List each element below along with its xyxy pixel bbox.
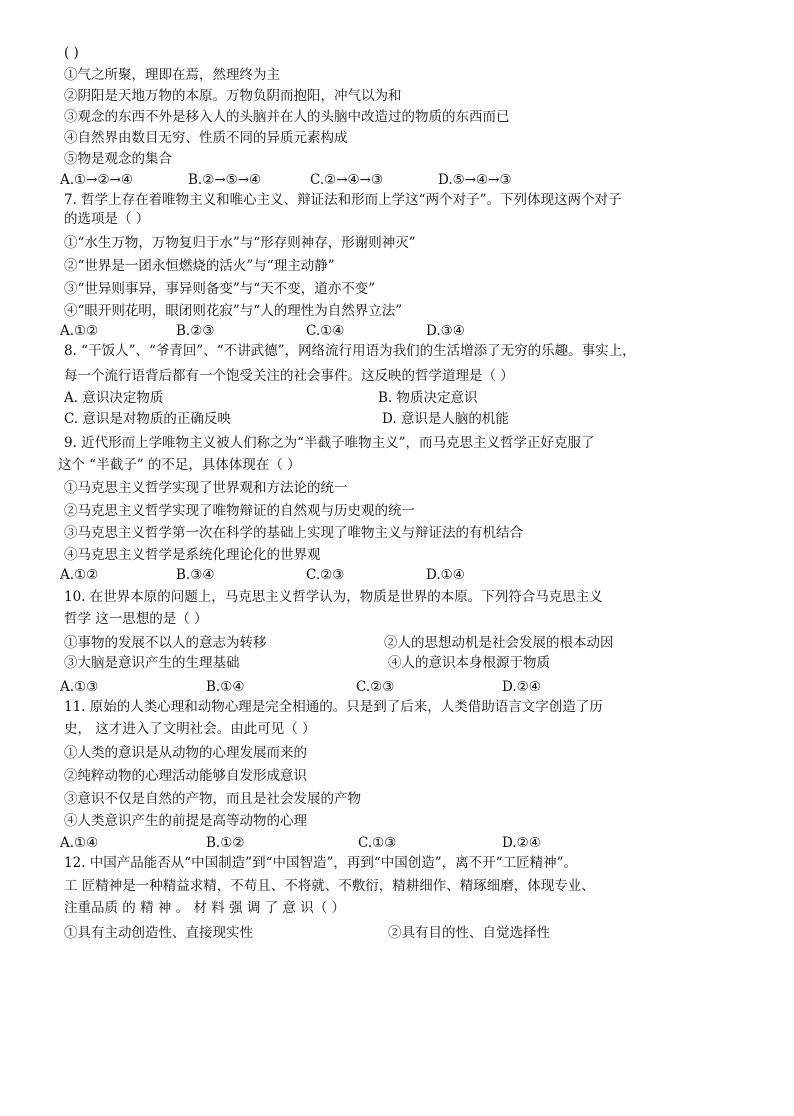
q11-option-c: C.①③ [358, 835, 397, 851]
q10-item-2: ②人的思想动机是社会发展的根本动因 [384, 635, 614, 651]
q9-stem-line-2: 这个 “半截子” 的不足，具体体现在（ ） [58, 457, 301, 473]
q9-option-d: D.①④ [426, 567, 465, 583]
q9-option-b: B.③④ [176, 567, 215, 583]
q6-option-d: D.⑤→④→③ [438, 172, 512, 188]
q9-option-c: C.②③ [306, 567, 345, 583]
q8-option-a: A. 意识决定物质 [64, 390, 164, 406]
q10-option-a: A.①③ [60, 679, 99, 695]
q10-option-b: B.①④ [206, 679, 245, 695]
q7-stem-line-1: 7. 哲学上存在着唯物主义和唯心主义、辩证法和形而上学这“两个对子”。下列体现这两个对子 [64, 192, 622, 208]
q10-item-4: ④人的意识本身根源于物质 [388, 655, 550, 671]
q7-option-d: D.③④ [426, 323, 465, 339]
q11-option-a: A.①④ [60, 835, 99, 851]
q7-item-3: ③“世异则事异，事异则备变”与“天不变，道亦不变” [64, 281, 376, 297]
q7-stem-line-2: 的选项是（ ） [64, 211, 150, 227]
q12-stem-line-1: 12. 中国产品能否从“中国制造”到“中国智造”，再到“中国创造”，离不开“工匠精神”。 [64, 855, 577, 871]
q11-item-1: ①人类的意识是从动物的心理发展而来的 [64, 745, 307, 761]
q8-option-c: C. 意识是对物质的正确反映 [64, 411, 231, 427]
q10-item-3: ③大脑是意识产生的生理基础 [64, 655, 240, 671]
q9-stem-line-1: 9. 近代形而上学唯物主义被人们称之为“半截子唯物主义”，而马克思主义哲学正好克服了 [64, 435, 595, 451]
q11-item-3: ③意识不仅是自然的产物，而且是社会发展的产物 [64, 791, 361, 807]
q11-stem-line-1: 11. 原始的人类心理和动物心理是完全相通的。只是到了后来，人类借助语言文字创造了历 [64, 699, 603, 715]
q6-stem-tail: ( ) [64, 45, 79, 61]
q10-item-1: ①事物的发展不以人的意志为转移 [64, 635, 267, 651]
q11-option-b: B.①② [206, 835, 245, 851]
q9-item-2: ②马克思主义哲学实现了唯物辩证的自然观与历史观的统一 [64, 503, 415, 519]
q12-item-2: ②具有目的性、自觉选择性 [388, 925, 550, 941]
q7-item-2: ②“世界是一团永恒燃烧的活火”与“理主动静” [64, 258, 335, 274]
q6-option-b: B.②→⑤→④ [188, 172, 262, 188]
q12-stem-line-2: 工 匠精神是一种精益求精，不苟且、不将就、不敷衍，精耕细作、精琢细磨，体现专业、 [64, 878, 595, 894]
q8-stem-line-1: 8. “干饭人”、“爷青回”、“不讲武德”，网络流行用语为我们的生活增添了无穷的乐趣。事实上， [64, 343, 636, 359]
q7-option-a: A.①② [60, 323, 99, 339]
q7-item-4: ④“眼开则花明，眼闭则花寂”与“人的理性为自然界立法” [64, 303, 403, 319]
q9-item-1: ①马克思主义哲学实现了世界观和方法论的统一 [64, 480, 348, 496]
q11-stem-line-2: 史， 这才进入了文明社会。由此可见（ ） [64, 721, 316, 737]
q10-option-c: C.②③ [356, 679, 395, 695]
q6-item-3: ③观念的东西不外是移入人的头脑并在人的头脑中改造过的物质的东西而已 [64, 109, 510, 125]
q7-option-b: B.②③ [176, 323, 215, 339]
q11-item-4: ④人类意识产生的前提是高等动物的心理 [64, 813, 307, 829]
q6-item-2: ②阴阳是天地万物的本原。万物负阴而抱阳，冲气以为和 [64, 88, 402, 104]
q10-option-d: D.②④ [502, 679, 541, 695]
q8-stem-line-2: 每一个流行语背后都有一个饱受关注的社会事件。这反映的哲学道理是（ ） [64, 368, 514, 384]
q7-item-1: ①“水生万物，万物复归于水”与“形存则神存，形谢则神灭” [64, 235, 416, 251]
q6-item-5: ⑤物是观念的集合 [64, 151, 172, 167]
q6-item-1: ①气之所聚，理即在焉，然理终为主 [64, 67, 280, 83]
q10-stem-line-2: 哲学 这一思想的是（ ） [64, 611, 208, 627]
q7-option-c: C.①④ [306, 323, 345, 339]
q11-item-2: ②纯粹动物的心理活动能够自发形成意识 [64, 768, 307, 784]
q6-item-4: ④自然界由数目无穷、性质不同的异质元素构成 [64, 130, 348, 146]
q6-option-c: C.②→④→③ [310, 172, 384, 188]
q8-option-b: B. 物质决定意识 [378, 390, 478, 406]
q6-option-a: A.①→②→④ [60, 172, 133, 188]
q12-stem-line-3: 注重品质 的 精 神 。 材 料 强 调 了 意 识（ ） [64, 900, 345, 916]
q9-option-a: A.①② [60, 567, 99, 583]
q9-item-3: ③马克思主义哲学第一次在科学的基础上实现了唯物主义与辩证法的有机结合 [64, 525, 523, 541]
q11-option-d: D.②④ [502, 835, 541, 851]
q10-stem-line-1: 10. 在世界本原的问题上，马克思主义哲学认为，物质是世界的本原。下列符合马克思主义 [64, 589, 603, 605]
q9-item-4: ④马克思主义哲学是系统化理论化的世界观 [64, 547, 321, 563]
q12-item-1: ①具有主动创造性、直接现实性 [64, 925, 253, 941]
q8-option-d: D. 意识是人脑的机能 [382, 411, 509, 427]
